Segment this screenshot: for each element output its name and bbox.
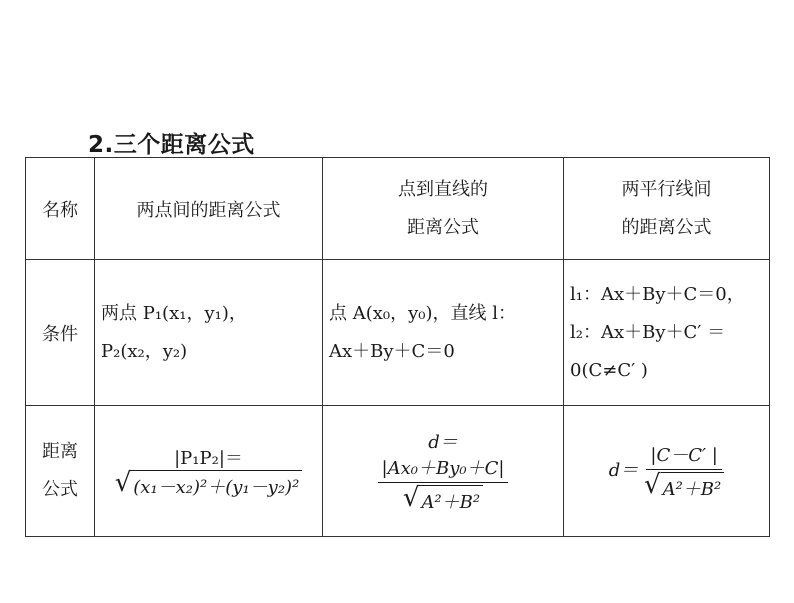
header-two-points: 两点间的距离公式 [95, 158, 323, 260]
formula-parallel-denominator: A²＋B² [661, 472, 725, 501]
condition-row [26, 260, 770, 406]
distance-formula-table [25, 157, 770, 537]
formula-point-line-denominator: A²＋B² [419, 485, 483, 514]
condition-parallel-3: 0(C≠C′ ) [570, 359, 648, 381]
condition-parallel-2: l₂：Ax＋By＋C′ ＝ [570, 321, 726, 343]
formula-parallel-numerator: |C－C′ | [646, 441, 721, 470]
condition-parallel [564, 260, 770, 406]
formula-point-line-top: d＝ [428, 432, 458, 453]
condition-two-points-1: 两点 P₁(x₁，y₁)， [101, 302, 247, 324]
formula-parallel [564, 406, 770, 537]
formula-label-1: 距离 [42, 441, 78, 462]
header-point-line-2: 距离公式 [407, 216, 479, 238]
header-parallel-1: 两平行线间 [621, 178, 712, 200]
sqrt-symbol: √ [114, 467, 132, 498]
condition-parallel-1: l₁：Ax＋By＋C＝0， [570, 283, 745, 305]
formula-point-line-numerator: |Ax₀＋By₀＋C| [378, 454, 509, 483]
formula-two-points [95, 406, 323, 537]
condition-point-line-1: 点 A(x₀，y₀)，直线 l： [329, 302, 516, 324]
condition-two-points [95, 260, 323, 406]
formula-label-2: 公式 [42, 479, 78, 500]
formula-parallel-prefix: d＝ [608, 460, 639, 481]
header-row [26, 158, 770, 260]
formula-two-points-radicand: (x₁－x₂)²＋(y₁－y₂)² [131, 470, 302, 499]
sqrt-symbol: √ [644, 470, 661, 500]
formula-parallel-sqrt [644, 470, 724, 501]
header-parallel-2: 的距离公式 [621, 216, 712, 238]
formula-point-line-fraction [378, 454, 509, 514]
header-parallel [564, 158, 770, 260]
section-title: 2.三个距离公式 [88, 132, 255, 158]
condition-two-points-2: P₂(x₂，y₂) [101, 340, 188, 362]
condition-point-line-2: Ax＋By＋C＝0 [329, 340, 455, 362]
formula-row [26, 406, 770, 537]
header-name: 名称 [26, 158, 95, 260]
header-point-line [323, 158, 564, 260]
formula-point-line [323, 406, 564, 537]
formula-two-points-top: |P₁P₂|＝ [174, 447, 243, 469]
header-point-line-1: 点到直线的 [398, 178, 488, 200]
formula-two-points-sqrt [114, 467, 303, 499]
formula-point-line-sqrt [403, 483, 483, 514]
condition-point-line [323, 260, 564, 406]
formula-parallel-fraction [644, 441, 724, 501]
formula-label [26, 406, 95, 537]
sqrt-symbol: √ [402, 483, 420, 513]
condition-label: 条件 [26, 260, 95, 406]
